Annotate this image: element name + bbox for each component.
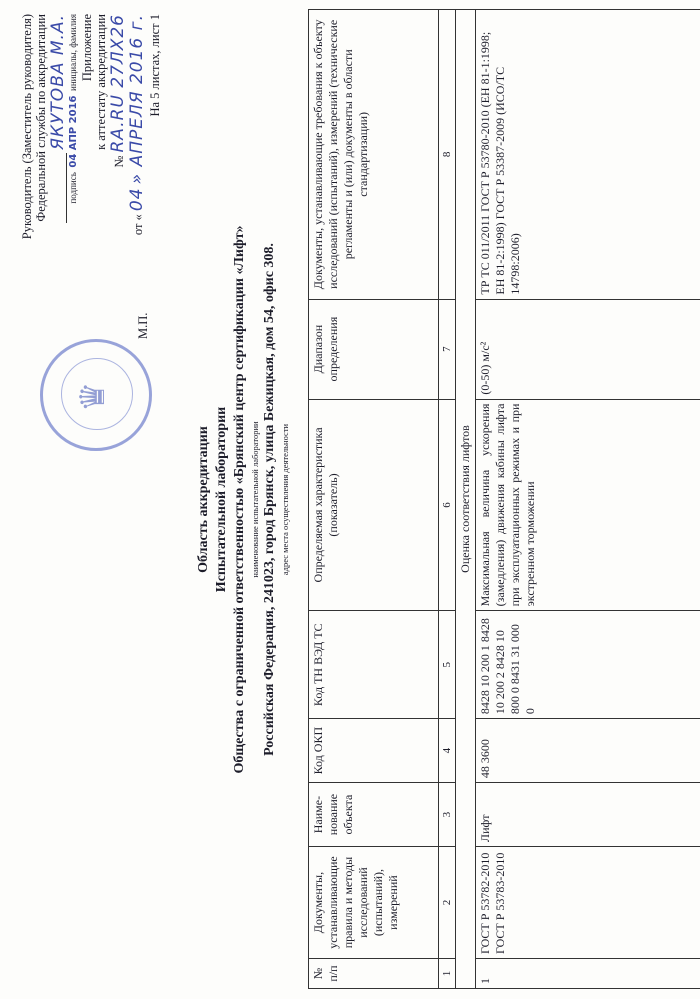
title-address: Российская Федерация, 241023, город Брянск, улица Бежицкая, дом 54, офис 308. [262,243,277,756]
col-header-num: № п/п [309,959,439,989]
cell-methods: ГОСТ Р 53782-2010 ГОСТ Р 53783-2010 [476,847,700,959]
cell-num: 1 [476,959,700,989]
col-number: 7 [439,299,456,399]
date-day: 04 [127,187,148,212]
header-line1: Руководитель (Заместитель руководителя) [20,14,34,240]
signature-block [49,14,69,314]
official-seal [40,339,152,451]
appendix-label: Приложение [79,14,94,82]
col-header-object: Наиме-нование объекта [309,783,439,847]
approval-header [20,14,162,314]
from-prefix: от « [131,214,146,236]
cell-characteristic: Максимальная величина ускорения (замедления) движения кабины лифта при эксплуатационных режимах и при экстренном торможении [476,399,700,611]
cell-tnved: 8428 10 200 1 8428 10 200 2 8428 10 800 0 8431 31 000 0 [476,611,700,719]
col-number: 4 [439,719,456,783]
col-header-tnved: Код ТН ВЭД ТС [309,611,439,719]
cell-okp: 48 3600 [476,719,700,783]
col-header-okp: Код ОКП [309,719,439,783]
section-row [456,10,476,989]
column-number-row [439,10,456,989]
col-header-methods: Документы, устанавливающие правила и методы исследований (испытаний), измерений [309,847,439,959]
accreditation-table [308,9,700,989]
signature-label: подпись [68,172,79,204]
signature-labels [68,14,80,314]
title-address-caption: адрес места осуществления деятельности [280,423,290,576]
section-title: Оценка соответствия лифтов [456,10,476,989]
title-organization: Общества с ограниченной ответственностью «Брянский центр сертификации «Лифт» [232,225,247,774]
sheets-info: На 5 листах, лист 1 [147,14,162,117]
col-header-characteristic: Определяемая характеристика (показатель) [309,399,439,611]
cell-object: Лифт [476,783,700,847]
col-number: 2 [439,847,456,959]
eagle-emblem-icon: ♛ [75,381,112,412]
col-header-requirements: Документы, устанавливающие требования к объекту исследований (испытаний), измерений (технические регламенты и (или) документы в области стандартизации) [309,10,439,300]
number-sign: № [111,155,126,168]
signature-date: 04 АПР 2016 [68,95,80,168]
col-header-range: Диапазон определения [309,299,439,399]
handwritten-name: ЯКУТОВА М.А. [47,14,68,150]
title-accreditation-scope: Область аккредитации [196,426,211,573]
header-line2: Федеральной службы по аккредитации [34,14,49,222]
attestate-label: к аттестату аккредитации [94,14,109,150]
table-row [476,10,700,989]
col-number: 3 [439,783,456,847]
col-number: 6 [439,399,456,611]
col-number: 8 [439,10,456,300]
table-header-row [309,10,439,989]
attestate-number-line [109,14,129,314]
cell-requirements: ТР ТС 011/2011 ГОСТ Р 53780-2010 (ЕН 81-1:1998; ЕН 81-2:1998) ГОСТ Р 53387-2009 (ИСО/ТС 14798:2006) [476,10,700,300]
stamp-place-label: М.П. [136,312,150,339]
cell-range: (0-50) м/с² [476,299,700,399]
attestate-number: RA.RU 27ЛХ26 [107,14,128,153]
col-number: 1 [439,959,456,989]
title-organization-caption: наименование испытательной лаборатории [250,421,260,578]
initials-label: инициалы, фамилия [68,14,79,91]
signature-line [52,153,67,223]
title-lab: Испытательной лаборатории [214,406,229,593]
date-month-year: » АПРЕЛЯ 2016 г. [127,14,148,185]
col-number: 5 [439,611,456,719]
attestate-date-line [128,14,148,314]
